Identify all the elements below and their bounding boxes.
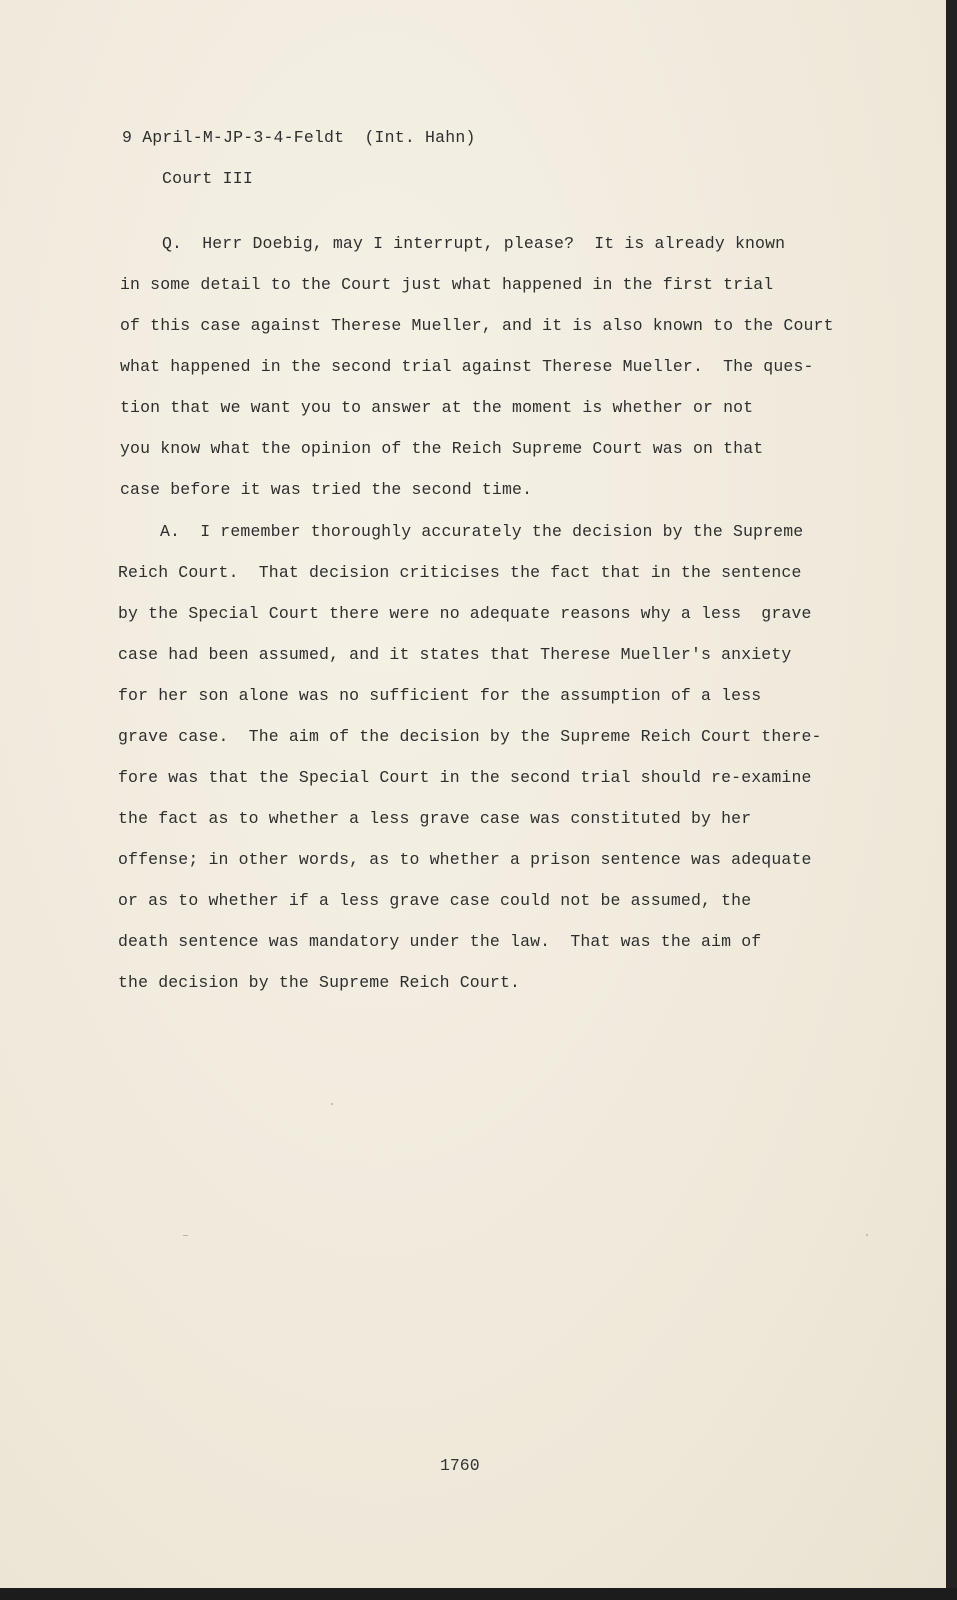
answer-line: case had been assumed, and it states that Therese Mueller's anxiety (118, 645, 792, 664)
answer-line: grave case. The aim of the decision by the Supreme Reich Court there- (118, 727, 822, 746)
scan-edge-bottom (0, 1588, 957, 1600)
question-line: in some detail to the Court just what happened in the first trial (120, 275, 774, 294)
answer-line: for her son alone was no sufficient for the assumption of a less (118, 686, 762, 705)
answer-line: the decision by the Supreme Reich Court. (118, 973, 521, 992)
paper-speck (866, 1234, 868, 1236)
answer-line: A. I remember thoroughly accurately the decision by the Supreme (160, 522, 804, 541)
scan-edge-right (946, 0, 957, 1600)
question-line: case before it was tried the second time. (120, 480, 533, 499)
question-line: of this case against Therese Mueller, and it is also known to the Court (120, 316, 834, 335)
question-line: you know what the opinion of the Reich Supreme Court was on that (120, 439, 764, 458)
question-line: Q. Herr Doebig, may I interrupt, please? It is already known (162, 234, 786, 253)
paper-speck (183, 1235, 188, 1236)
question-line: what happened in the second trial against Therese Mueller. The ques- (120, 357, 814, 376)
answer-line: fore was that the Special Court in the second trial should re-examine (118, 768, 812, 787)
page-number: 1760 (440, 1456, 480, 1475)
question-line: tion that we want you to answer at the moment is whether or not (120, 398, 754, 417)
answer-line: by the Special Court there were no adequate reasons why a less grave (118, 604, 812, 623)
answer-line: death sentence was mandatory under the law. That was the aim of (118, 932, 762, 951)
document-reference: 9 April-M-JP-3-4-Feldt (Int. Hahn) (122, 128, 476, 147)
court-designation: Court III (162, 169, 253, 188)
answer-line: the fact as to whether a less grave case was constituted by her (118, 809, 752, 828)
answer-line: Reich Court. That decision criticises the fact that in the sentence (118, 563, 802, 582)
answer-line: offense; in other words, as to whether a prison sentence was adequate (118, 850, 812, 869)
paper-speck (331, 1103, 333, 1105)
answer-line: or as to whether if a less grave case could not be assumed, the (118, 891, 752, 910)
